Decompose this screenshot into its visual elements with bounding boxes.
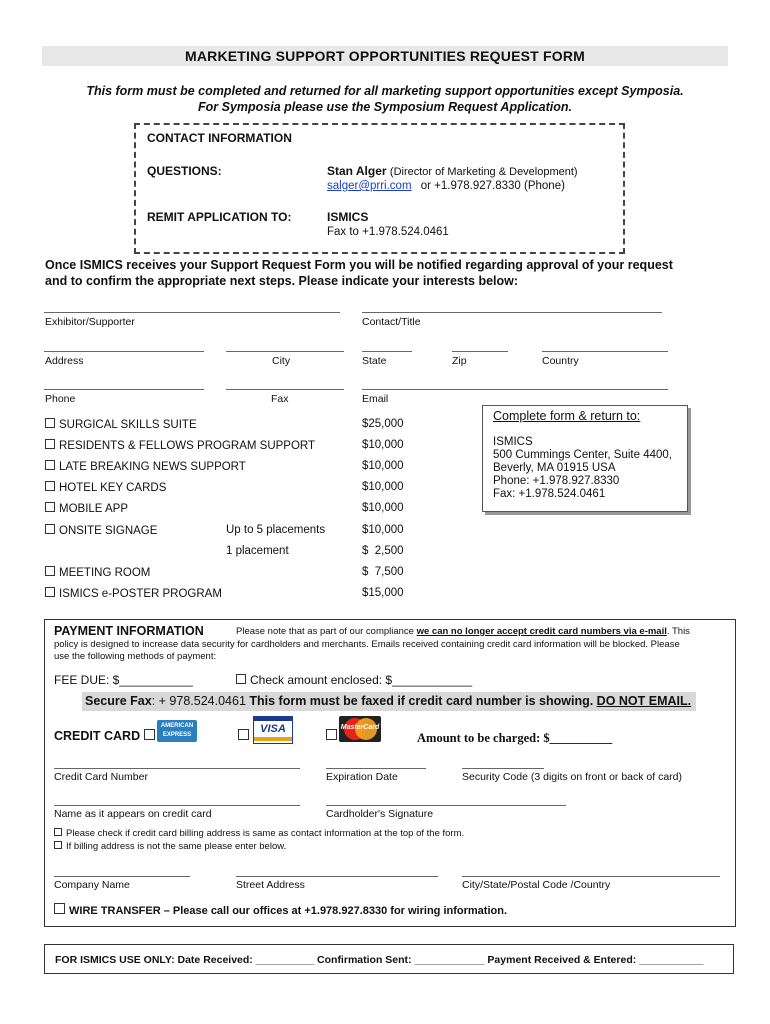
checkbox[interactable] bbox=[45, 524, 55, 534]
contact-title-input[interactable] bbox=[362, 312, 662, 313]
mastercard-checkbox[interactable] bbox=[326, 729, 337, 740]
signature-input[interactable] bbox=[326, 805, 566, 806]
security-code-label: Security Code (3 digits on front or back of card) bbox=[462, 771, 683, 783]
amex-logo-icon: AMERICAN EXPRESS bbox=[157, 720, 197, 742]
price-signage-2: $ 2,500 bbox=[362, 545, 404, 557]
questions-role: (Director of Marketing & Development) bbox=[389, 166, 578, 178]
contact-title-label: Contact/Title bbox=[362, 316, 421, 328]
billing-different-option[interactable]: If billing address is not the same please enter below. bbox=[54, 841, 286, 852]
street-label: Street Address bbox=[236, 879, 305, 891]
price-meeting-room: $ 7,500 bbox=[362, 566, 404, 578]
state-input[interactable] bbox=[362, 351, 412, 352]
questions-phone: or +1.978.927.8330 (Phone) bbox=[420, 180, 565, 192]
exhibitor-input[interactable] bbox=[44, 312, 340, 313]
option-mobile-app[interactable]: MOBILE APP bbox=[45, 502, 128, 515]
state-label: State bbox=[362, 355, 387, 367]
checkbox[interactable] bbox=[45, 439, 55, 449]
intro-line-1: This form must be completed and returned for all marketing support opportunities except Symposia. bbox=[86, 84, 684, 98]
wire-transfer-option[interactable]: WIRE TRANSFER – Please call our offices at +1.978.927.8330 for wiring information. bbox=[54, 903, 507, 917]
amex-checkbox[interactable] bbox=[144, 729, 155, 740]
checkbox[interactable] bbox=[54, 841, 62, 849]
checkbox[interactable] bbox=[45, 587, 55, 597]
email-input[interactable] bbox=[362, 389, 668, 390]
return-address-box bbox=[482, 405, 688, 512]
company-input[interactable] bbox=[54, 876, 190, 877]
questions-email-line bbox=[327, 180, 565, 192]
remit-label: REMIT APPLICATION TO: bbox=[147, 210, 292, 224]
expiration-label: Expiration Date bbox=[326, 771, 398, 783]
billing-same-option[interactable]: Please check if credit card billing address is same as contact information at the top of the form. bbox=[54, 828, 464, 839]
price-surgical-skills: $25,000 bbox=[362, 418, 404, 430]
contact-heading: CONTACT INFORMATION bbox=[147, 131, 292, 145]
country-input[interactable] bbox=[542, 351, 668, 352]
payment-note-line-2: policy is designed to increase data security for cardholders and merchants. Emails received containing credit card information will be blocked. Please bbox=[54, 639, 680, 650]
payment-note-line-1: Please note that as part of our compliance we can no longer accept credit card numbers via e-mail. This bbox=[236, 626, 690, 637]
questions-label: QUESTIONS: bbox=[147, 164, 222, 178]
city-state-label: City/State/Postal Code /Country bbox=[462, 879, 611, 891]
city-state-input[interactable] bbox=[462, 876, 720, 877]
address-label: Address bbox=[45, 355, 84, 367]
expiration-input[interactable] bbox=[326, 768, 426, 769]
checkbox[interactable] bbox=[45, 481, 55, 491]
zip-input[interactable] bbox=[452, 351, 508, 352]
secure-fax-line: Secure Fax: + 978.524.0461 This form must be faxed if credit card number is showing. DO NOT EMAIL. bbox=[85, 694, 692, 708]
zip-label: Zip bbox=[452, 355, 467, 367]
checkbox[interactable] bbox=[45, 418, 55, 428]
questions-contact bbox=[327, 164, 578, 178]
questions-email-link[interactable]: salger@prri.com bbox=[327, 180, 412, 192]
checkbox[interactable] bbox=[236, 674, 246, 684]
checkbox[interactable] bbox=[54, 903, 65, 914]
option-hotel-key-cards[interactable]: HOTEL KEY CARDS bbox=[45, 481, 166, 494]
notice-line-2: and to confirm the appropriate next steps. Please indicate your interests below: bbox=[45, 274, 519, 288]
price-late-breaking: $10,000 bbox=[362, 460, 404, 472]
cc-number-input[interactable] bbox=[54, 768, 300, 769]
price-eposter: $15,000 bbox=[362, 587, 404, 599]
amount-to-charge[interactable]: Amount to be charged: $__________ bbox=[417, 731, 613, 745]
price-signage-1: $10,000 bbox=[362, 524, 404, 536]
return-heading: Complete form & return to: bbox=[493, 409, 641, 423]
option-late-breaking[interactable]: LATE BREAKING NEWS SUPPORT bbox=[45, 460, 246, 473]
name-on-card-label: Name as it appears on credit card bbox=[54, 808, 212, 820]
fax-label: Fax bbox=[271, 393, 289, 405]
check-amount[interactable]: Check amount enclosed: $____________ bbox=[236, 673, 472, 687]
remit-fax: Fax to +1.978.524.0461 bbox=[327, 226, 449, 238]
notice-line-1: Once ISMICS receives your Support Request Form you will be notified regarding approval of your request bbox=[45, 258, 673, 272]
signage-option-2: 1 placement bbox=[226, 545, 289, 557]
credit-card-label[interactable]: CREDIT CARD bbox=[54, 729, 159, 743]
option-meeting-room[interactable]: MEETING ROOM bbox=[45, 566, 150, 579]
payment-heading: PAYMENT INFORMATION bbox=[54, 624, 204, 638]
option-surgical-skills[interactable]: SURGICAL SKILLS SUITE bbox=[45, 418, 197, 431]
city-input[interactable] bbox=[226, 351, 344, 352]
phone-input[interactable] bbox=[44, 389, 204, 390]
visa-checkbox[interactable] bbox=[238, 729, 249, 740]
cc-number-label: Credit Card Number bbox=[54, 771, 148, 783]
fee-due[interactable]: FEE DUE: $___________ bbox=[54, 673, 193, 687]
exhibitor-label: Exhibitor/Supporter bbox=[45, 316, 135, 328]
checkbox[interactable] bbox=[45, 566, 55, 576]
address-input[interactable] bbox=[44, 351, 204, 352]
visa-option[interactable] bbox=[238, 729, 253, 743]
questions-name: Stan Alger bbox=[327, 164, 387, 178]
security-code-input[interactable] bbox=[462, 768, 544, 769]
checkbox[interactable] bbox=[45, 502, 55, 512]
price-hotel-key-cards: $10,000 bbox=[362, 481, 404, 493]
signage-option-1: Up to 5 placements bbox=[226, 524, 326, 536]
company-label: Company Name bbox=[54, 879, 130, 891]
city-label: City bbox=[272, 355, 291, 367]
country-label: Country bbox=[542, 355, 579, 367]
signature-label: Cardholder's Signature bbox=[326, 808, 434, 820]
street-input[interactable] bbox=[236, 876, 438, 877]
intro-line-2: For Symposia please use the Symposium Request Application. bbox=[198, 100, 572, 114]
page-title: MARKETING SUPPORT OPPORTUNITIES REQUEST FORM bbox=[42, 46, 728, 66]
phone-label: Phone bbox=[45, 393, 76, 405]
notice-text bbox=[45, 257, 745, 289]
visa-logo-icon: VISA bbox=[253, 716, 293, 744]
mastercard-logo-icon: MasterCard bbox=[339, 716, 381, 742]
price-residents-fellows: $10,000 bbox=[362, 439, 404, 451]
option-onsite-signage[interactable]: ONSITE SIGNAGE bbox=[45, 524, 157, 537]
remit-name: ISMICS bbox=[327, 210, 369, 224]
option-eposter[interactable]: ISMICS e-POSTER PROGRAM bbox=[45, 587, 222, 600]
price-mobile-app: $10,000 bbox=[362, 502, 404, 514]
checkbox[interactable] bbox=[54, 828, 62, 836]
checkbox[interactable] bbox=[45, 460, 55, 470]
payment-note-line-3: use the following methods of payment: bbox=[54, 651, 217, 662]
office-use-only: FOR ISMICS USE ONLY: Date Received: __________ Confirmation Sent: ____________ Payment Received & Entered: ___________ bbox=[44, 944, 734, 974]
email-label: Email bbox=[362, 393, 389, 405]
option-residents-fellows[interactable]: RESIDENTS & FELLOWS PROGRAM SUPPORT bbox=[45, 439, 315, 452]
fax-input[interactable] bbox=[226, 389, 344, 390]
name-on-card-input[interactable] bbox=[54, 805, 300, 806]
return-address: ISMICS 500 Cummings Center, Suite 4400, Beverly, MA 01915 USA Phone: +1.978.927.8330 Fax: +1.978.524.0461 bbox=[493, 436, 672, 500]
